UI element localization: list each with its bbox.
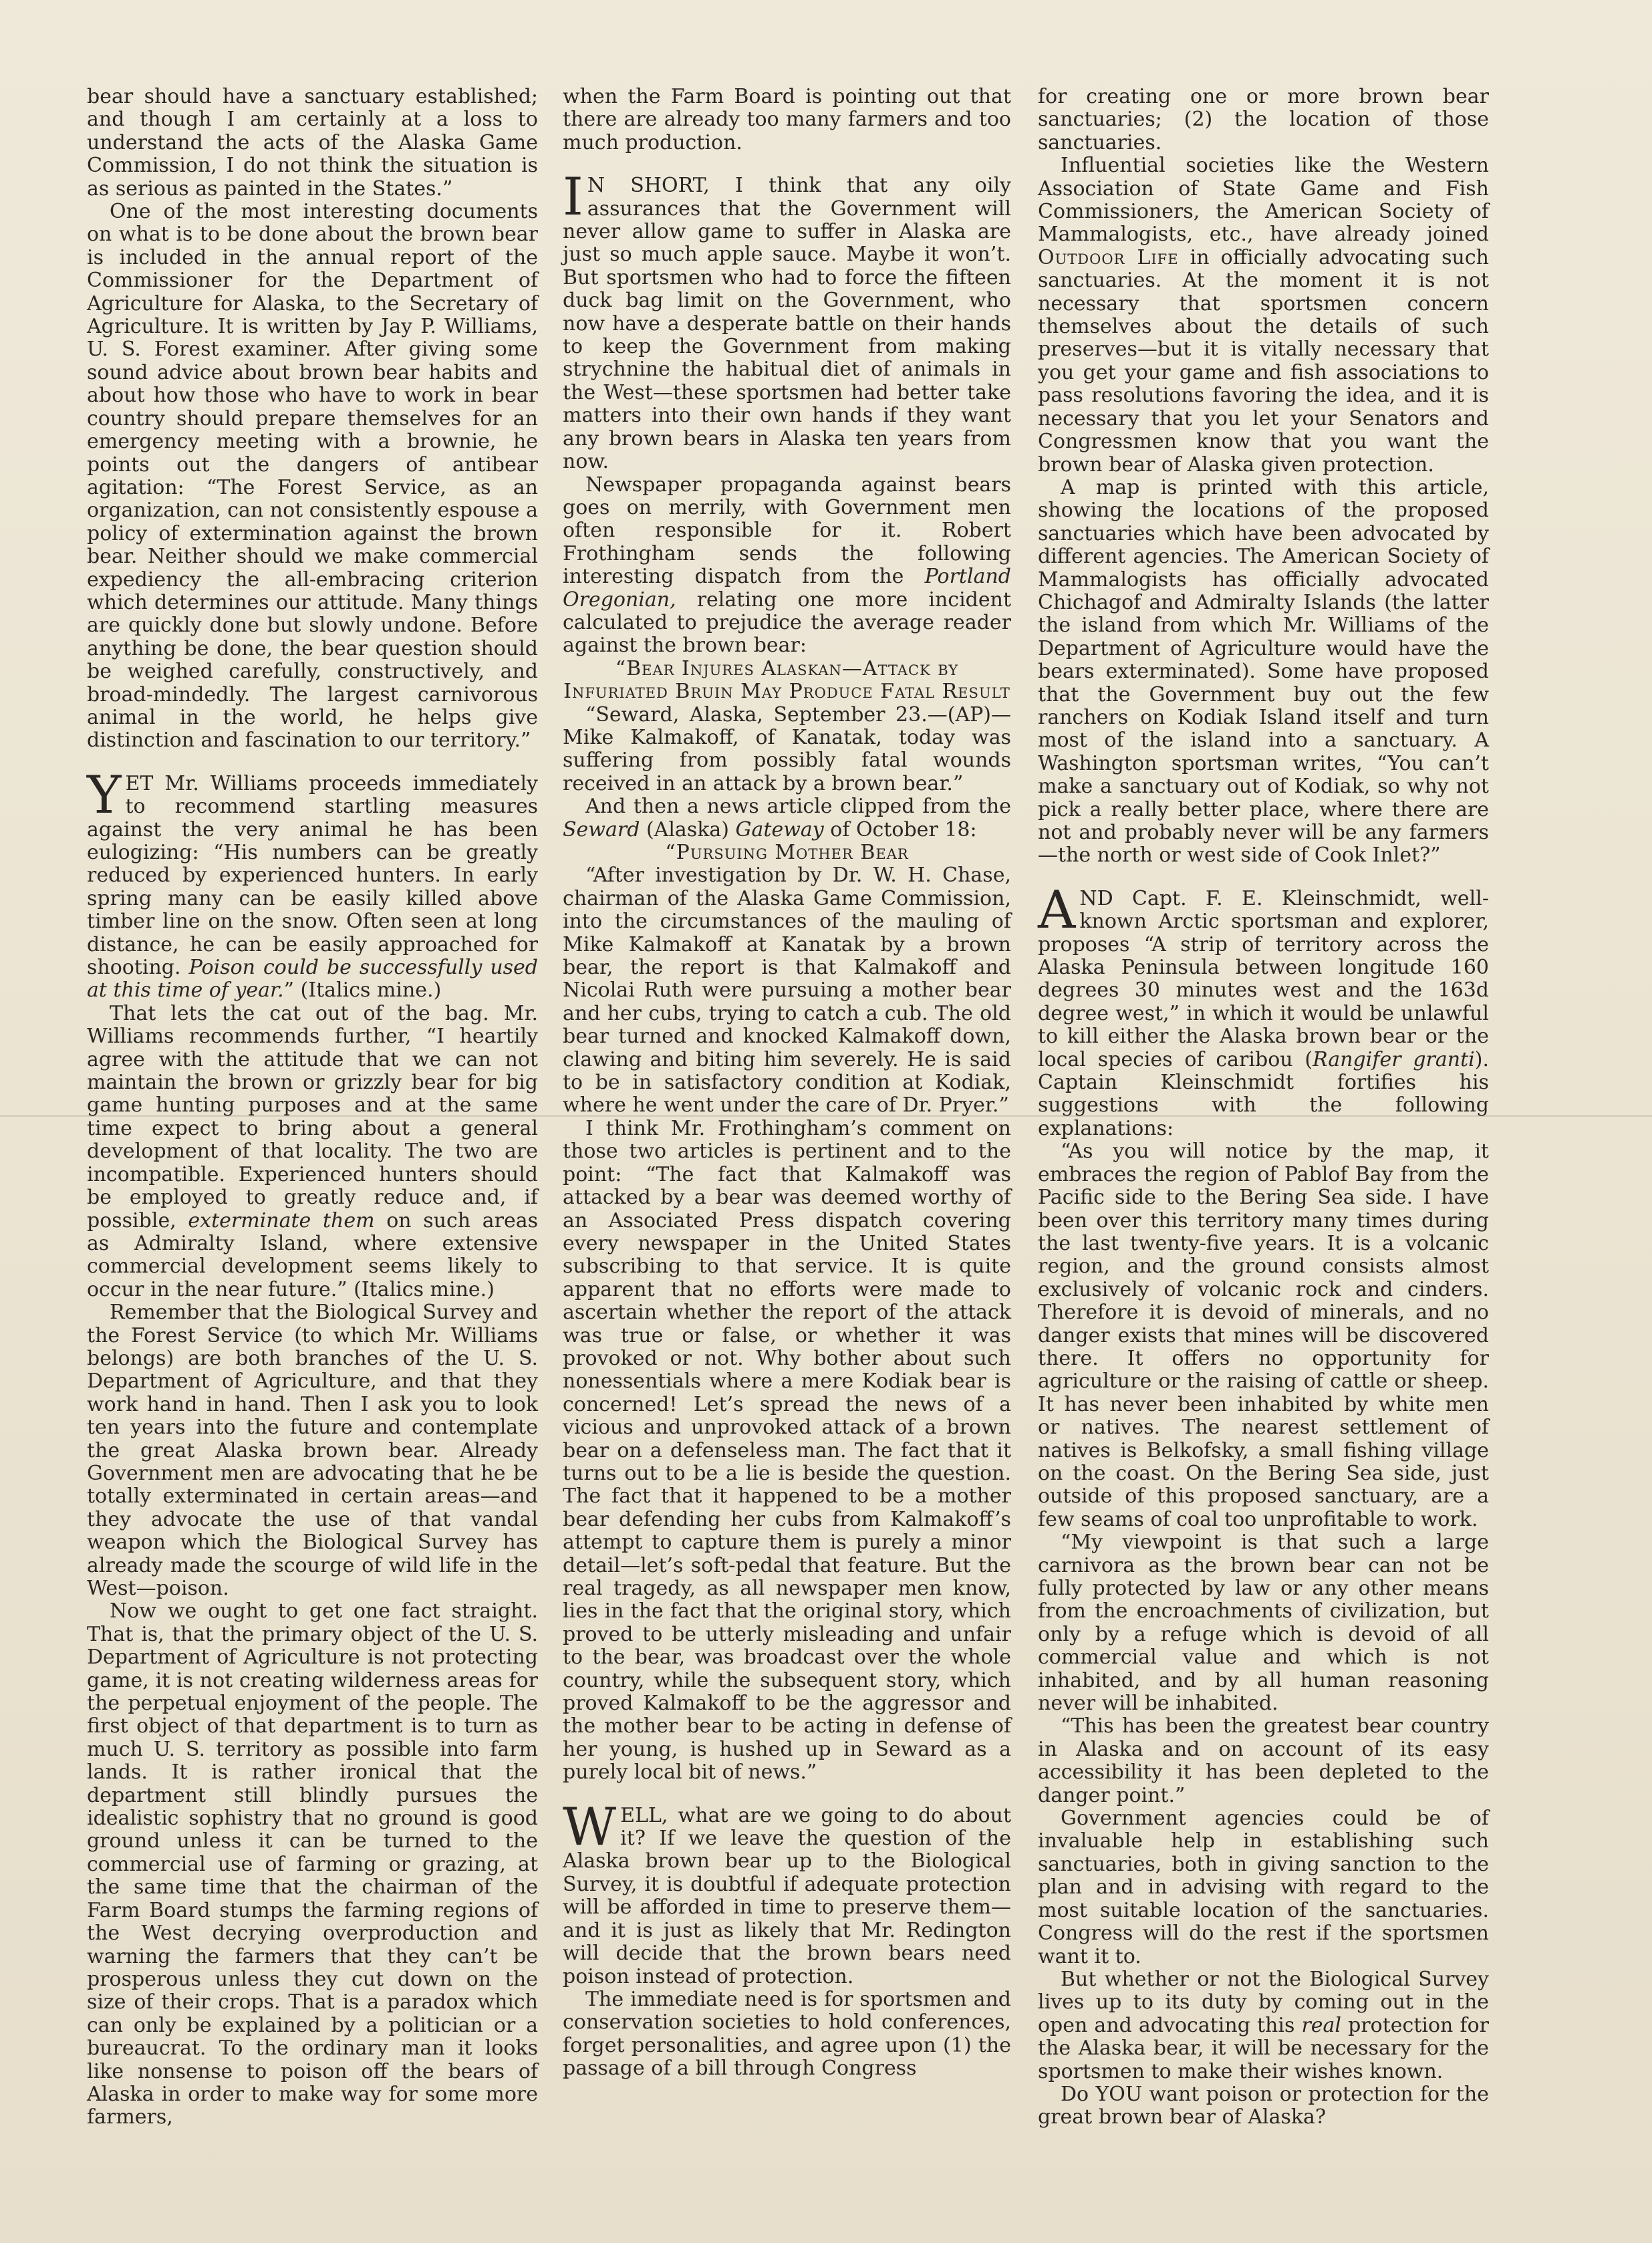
paragraph: “This has been the greatest bear country in Alaska and on account of its easy accessibility it has been depleted to the danger point.” — [1038, 1714, 1489, 1807]
paragraph — [1038, 1968, 1489, 2083]
paragraph: “My viewpoint is that such a large carnivora as the brown bear can not be fully protected by law or any other means from the encroachments of civilization, but only by a refuge which is devoid of all commercial value and which is not inhabited, and by all human reasoning never will be inhabited. — [1038, 1531, 1489, 1716]
paragraph: bear should have a sanctuary established; and though I am certainly at a loss to understand the acts of the Alaska Game Commission, I do not think the situation is as serious as painted in the States.” — [87, 85, 538, 201]
text-run: But whether or not the Biological Survey lives up to its duty by coming out in the open and advocating this — [1038, 1967, 1489, 2037]
text-run: That lets the cat out of the bag. Mr. Williams recommends further, “I heartily agree with the attitude that we can not maintain the brown or grizzly bear for big game hunting purposes and at the same time expect to bring about a general development of that locality. The two are incompatible. Experienced hunters should be employed to greatly reduce and, if possible, — [87, 1001, 538, 1232]
article-column-1 — [87, 86, 538, 2129]
paragraph: for creating one or more brown bear sanctuaries; (2) the location of those sanctuaries. — [1038, 85, 1489, 154]
paragraph: I think Mr. Frothingham’s comment on those two articles is pertinent and to the point: “The fact that Kalmakoff was attacked by a bear was deemed worthy of an Associated Press dispatch covering every newspaper in the United States subscribing to that service. It is quite apparent that no efforts were made to ascertain whether the report of the attack was true or false, or whether it was provoked or not. Why bother about such nonessentials where a mere Kodiak bear is concerned! Let’s spread the news of a vicious and unprovoked attack of a brown bear on a defenseless man. The fact that it turns out to be a lie is beside the question. The fact that it happened to be a mother bear defending her cubs from Kalmakoff’s attempt to capture them is purely a minor detail—let’s soft-pedal that feature. But the real tragedy, as all newspaper men know, lies in the fact that the original story, which proved to be utterly misleading and unfair to the bear, was broadcast over the whole country, while the subsequent story, which proved Kalmakoff to be the aggressor and the mother bear to be acting in defense of her young, is hushed up in Seward as a purely local bit of news.” — [563, 1116, 1011, 1785]
italic-text: real — [1301, 2013, 1342, 2037]
paragraph: Remember that the Biological Survey and the Forest Service (to which Mr. Williams belongs) are both branches of the U. S. Department of Agriculture, and that they work hand in hand. Then I ask you to look ten years into the future and contemplate the great Alaska brown bear. Already Government men are advocating that he be totally exterminated in certain areas—and they advocate the use of that vandal weapon which the Biological Survey has already made the scourge of wild life in the West—poison. — [87, 1301, 538, 1600]
paragraph — [1038, 154, 1489, 477]
paragraph — [87, 1003, 538, 1301]
text-run: YET Mr. Williams proceeds immediately to recommend startling measures against the very animal he has been eulogizing: “His numbers can be greatly reduced by experienced hunters. In early spring many can be easily killed above timber line on the snow. Often seen at long distance, he can be easily approached for shooting. — [87, 765, 538, 980]
paragraph: Now we ought to get one fact straight. That is, that the primary object of the U. S. Department of Agriculture is not protecting game, it is not creating wilderness areas for the perpetual enjoyment of the people. The first object of that department is to turn as much U. S. territory as possible into farm lands. It is rather ironical that the department still blindly pursues the idealistic sophistry that no ground is good ground unless it can be turned to the commercial use of farming or grazing, at the same time that the chairman of the Farm Board stumps the farming regions of the West decrying overproduction and warning the farmers that they can’t be prosperous unless they cut down on the size of their crops. That is a paradox which can only be explained by a politician or a bureaucrat. To the ordinary man it looks like nonsense to poison off the bears of Alaska in order to make way for some more farmers, — [87, 1599, 538, 2129]
article-column-2 — [563, 86, 1011, 2081]
paragraph: The immediate need is for sportsmen and conservation societies to hold conferences, forget personalities, and agree upon (1) the passage of a bill through Congress — [563, 1987, 1011, 2081]
text-run: Influential societies like the Western Association of State Game and Fish Commissioners, the American Society of Mammalogists, etc., have already joined — [1038, 154, 1489, 247]
paragraph: “After investigation by Dr. W. H. Chase, chairman of the Alaska Game Commission, into the circumstances of the mauling of Mike Kalmakoff at Kanatak by a brown bear, the report is that Kalmakoff and Nicolai Ruth were pursuing a mother bear and her cubs, trying to catch a cub. The old bear turned and knocked Kalmakoff down, clawing and biting him severely. He is said to be in satisfactory condition at Kodiak, where he went under the care of Dr. Pryer.” — [563, 864, 1011, 1117]
paragraph — [563, 795, 1011, 841]
text-run: AND Capt. F. E. Kleinschmidt, well-known Arctic sportsman and explorer, proposes “A strip of territory across the Alaska Peninsula between longitude 160 degrees 30 minutes west and the 163d degree west,” in which it would be unlawful to kill either the Alaska brown bear or the local species of caribou ( — [1038, 880, 1489, 1071]
paragraph: A map is printed with this article, showing the locations of the proposed sanctuaries which have been advocated by different agencies. The American Society of Mammalogists has officially advocated Chichagof and Admiralty Islands (the latter the island from which Mr. Williams of the Department of Agriculture would have the bears exterminated). Some have proposed that the Government buy out the few ranchers on Kodiak Island itself and turn most of the island into a sanctuary. A Washington sportsman writes, “You can’t make a sanctuary out of Kodiak, so why not pick a really better place, where there are not and probably never will be any farmers—the north or west side of Cook Inlet?” — [1038, 475, 1489, 868]
quoted-headline: “Pursuing Mother Bear — [665, 841, 909, 864]
text-run: Newspaper propaganda against bears goes on merrily, with Government men often responsible for it. Robert Frothingham sends the following interesting dispatch from the — [563, 473, 1011, 589]
italic-text: Poison could be successfully used at this time of year. — [87, 956, 538, 1003]
paragraph: “Seward, Alaska, September 23.—(AP)—Mike Kalmakoff, of Kanatak, today was suffering from possibly fatal wounds received in an attack by a brown bear.” — [563, 702, 1011, 795]
magazine-name: Outdoor Life — [1038, 245, 1179, 269]
text-run: (Alaska) — [646, 817, 729, 841]
italic-text: Portland Oregonian, — [563, 565, 1011, 612]
text-run: on such areas as Admiralty Island, where extensive commercial development seems likely to occur in the near future.” (Italics mine.) — [87, 1208, 538, 1301]
text-run: ). Captain Kleinschmidt fortifies his suggestions with the following explanations: — [1038, 1047, 1490, 1140]
paragraph — [563, 474, 1011, 658]
text-run: ” (Italics mine.) — [283, 978, 442, 1003]
quoted-headline: “Bear Injures Alaskan—Attack by Infuriated Bruin May Produce Fatal Result — [563, 656, 1010, 704]
paragraph-drop-cap — [1038, 880, 1490, 1140]
paragraph: when the Farm Board is pointing out that there are already too many farmers and too much production. — [563, 85, 1011, 154]
paragraph-drop-cap — [87, 765, 538, 1003]
article-column-3 — [1038, 86, 1489, 2129]
paragraph: Government agencies could be of invaluable help in establishing such sanctuaries, both in giving sanction to the plan and in advising with regard to the most suitable location of the sanctuaries. Congress will do the rest if the sportsmen want it to. — [1038, 1807, 1489, 1968]
text-run: of October 18: — [830, 817, 977, 841]
italic-text: exterminate them — [188, 1208, 375, 1232]
text-run: And then a news article clipped from the — [585, 795, 1011, 819]
paragraph: Do YOU want poison or protection for the great brown bear of Alaska? — [1038, 2082, 1489, 2129]
text-run: in officially advocating such sanctuaries. At the moment it is not necessary that sportsmen concern themselves about the details of such preserves—but it is vitally necessary that you get your game and fish associations to pass resolutions favoring the idea, and it is necessary that you let your Senators and Congressmen know that you want the brown bear of Alaska given protection. — [1038, 245, 1489, 477]
italic-text: Gateway — [735, 817, 824, 841]
paragraph: “As you will notice by the map, it embraces the region of Pablof Bay from the Pacific side to the Bering Sea side. I have been over this territory many times during the last twenty-five years. It is a volcanic region, and the ground consists almost exclusively of volcanic rock and cinders. Therefore it is devoid of minerals, and no danger exists that mines will be discovered there. It offers no opportunity for agriculture or the raising of cattle or sheep. It has never been inhabited by white men or natives. The nearest settlement of natives is Belkofsky, a small fishing village on the coast. On the Bering Sea side, just outside of this proposed sanctuary, are a few seams of coal too unprofitable to work. — [1038, 1140, 1489, 1531]
paragraph-drop-cap: WELL, what are we going to do about it? If we leave the question of the Alaska brown bear up to the Biological Survey, it is doubtful if adequate protection will be afforded in time to preserve them—and it is just as likely that Mr. Redington will decide that the brown bears need poison instead of protection. — [563, 1797, 1011, 1988]
text-run: protection for the Alaska bear, it will be necessary for the sportsmen to make their wishes known. — [1038, 2013, 1489, 2083]
italic-text: Rangifer granti — [1313, 1047, 1475, 1071]
italic-text: Seward — [563, 817, 640, 841]
paragraph: One of the most interesting documents on what is to be done about the brown bear is included in the annual report of the Commissioner for the Department of Agriculture for Alaska, to the Secretary of Agriculture. It is written by Jay P. Williams, U. S. Forest examiner. After giving some sound advice about brown bear habits and about how those who have to work in bear country should prepare themselves for an emergency meeting with a brownie, he points out the dangers of antibear agitation: “The Forest Service, as an organization, can not consistently espouse a policy of extermination against the brown bear. Neither should we make commercial expediency the all-embracing criterion which determines our attitude. Many things are quickly done but slowly undone. Before anything be done, the bear question should be weighed carefully, constructively, and broad-mindedly. The largest carnivorous animal in the world, he helps give distinction and fascination to our territory.” — [87, 200, 538, 753]
text-run: relating one more incident calculated to prejudice the average reader against the brown bear: — [563, 587, 1011, 658]
paragraph-drop-cap: IN SHORT, I think that any oily assurances that the Government will never allow game to suffer in Alaska are just so much apple sauce. Maybe it won’t. But sportsmen who had to force the fifteen duck bag limit on the Government, who now have a desperate battle on their hands to keep the Government from making strychnine the habitual diet of animals in the West—these sportsmen had better take matters into their own hands if they want any brown bears in Alaska ten years from now. — [563, 167, 1011, 474]
